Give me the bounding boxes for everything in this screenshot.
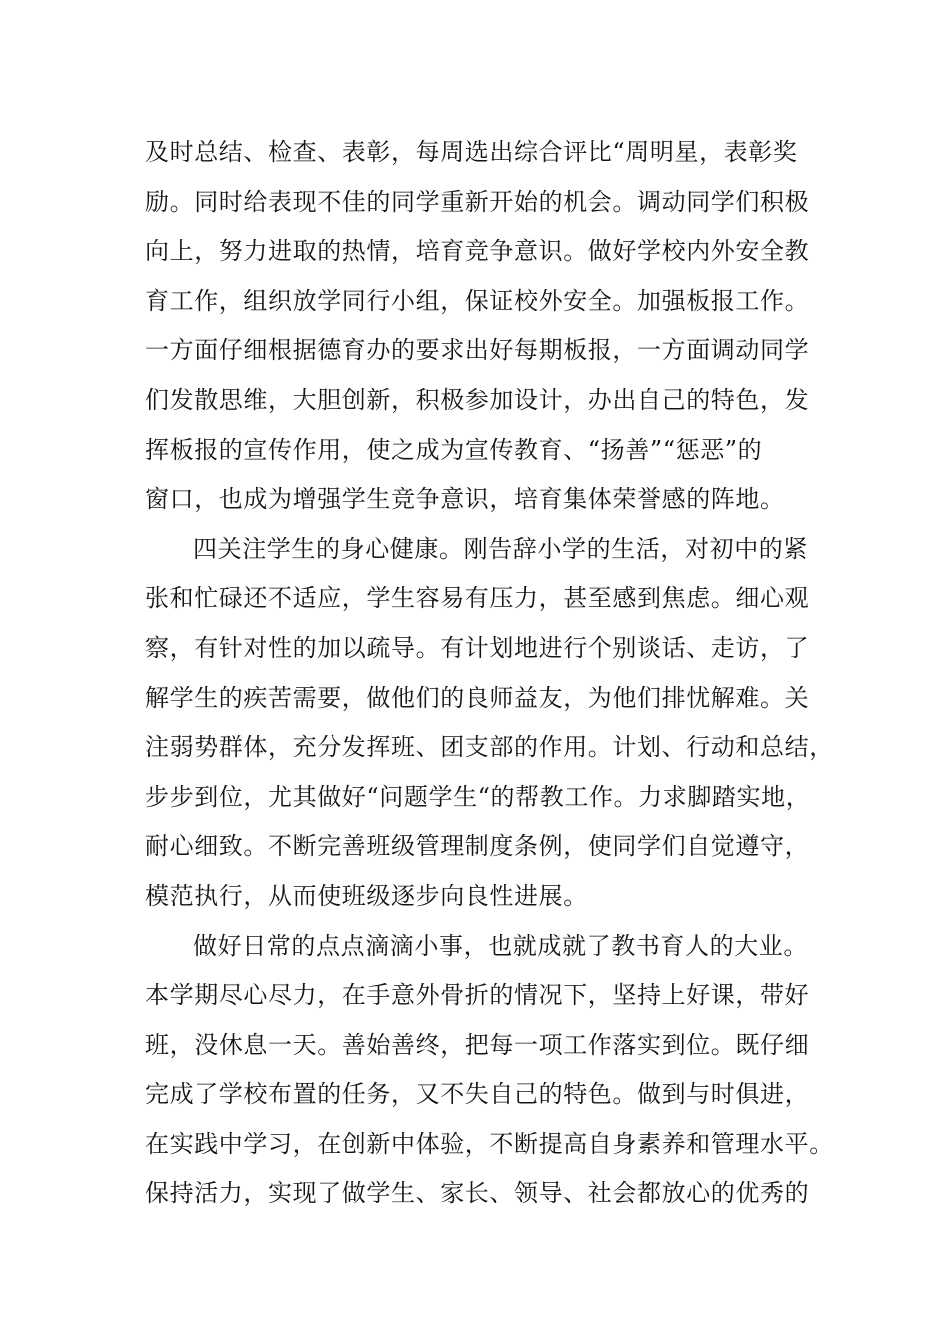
text-line: 注弱势群体，充分发挥班、团支部的作用。计划、行动和总结， xyxy=(145,733,834,762)
text-line: 耐心细致。不断完善班级管理制度条例，使同学们自觉遵守， xyxy=(145,832,810,861)
text-line: 完成了学校布置的任务，又不失自己的特色。做到与时俱进， xyxy=(145,1080,810,1109)
text-line: 做好日常的点点滴滴小事，也就成就了教书育人的大业。 xyxy=(193,931,808,960)
text-line: 育工作，组织放学同行小组，保证校外安全。加强板报工作。 xyxy=(145,286,810,315)
text-line: 在实践中学习，在创新中体验，不断提高自身素养和管理水平。 xyxy=(145,1129,834,1158)
text-line: 张和忙碌还不适应，学生容易有压力，甚至感到焦虑。细心观 xyxy=(145,584,810,613)
text-line: 挥板报的宣传作用，使之成为宣传教育、“扬善”“惩恶”的 xyxy=(145,435,763,464)
paragraph-2 xyxy=(145,525,835,922)
text-line: 察，有针对性的加以疏导。有计划地进行个别谈话、走访，了 xyxy=(145,633,810,662)
paragraph-3 xyxy=(145,922,835,1220)
text-line: 保持活力，实现了做学生、家长、领导、社会都放心的优秀的 xyxy=(145,1179,810,1208)
text-line: 向上，努力进取的热情，培育竞争意识。做好学校内外安全教 xyxy=(145,237,810,266)
paragraph-1 xyxy=(145,128,835,525)
text-line: 们发散思维，大胆创新，积极参加设计，办出自己的特色，发 xyxy=(145,385,810,414)
text-line: 窗口，也成为增强学生竞争意识，培育集体荣誉感的阵地。 xyxy=(145,485,785,514)
text-line: 及时总结、检查、表彰，每周选出综合评比“周明星，表彰奖 xyxy=(145,138,798,166)
body-text xyxy=(145,128,835,1219)
text-line: 本学期尽心尽力，在手意外骨折的情况下，坚持上好课，带好 xyxy=(145,981,810,1010)
text-line: 解学生的疾苦需要，做他们的良师益友，为他们排忧解难。关 xyxy=(145,683,810,712)
text-line: 四关注学生的身心健康。刚告辞小学的生活，对初中的紧 xyxy=(193,534,808,563)
text-line: 模范执行，从而使班级逐步向良性进展。 xyxy=(145,881,588,910)
text-line: 步步到位，尤其做好“问题学生“的帮教工作。力求脚踏实地， xyxy=(145,782,811,811)
text-line: 一方面仔细根据德育办的要求出好每期板报，一方面调动同学 xyxy=(145,336,810,365)
text-line: 励。同时给表现不佳的同学重新开始的机会。调动同学们积极 xyxy=(145,187,810,216)
text-line: 班，没休息一天。善始善终，把每一项工作落实到位。既仔细 xyxy=(145,1030,810,1059)
